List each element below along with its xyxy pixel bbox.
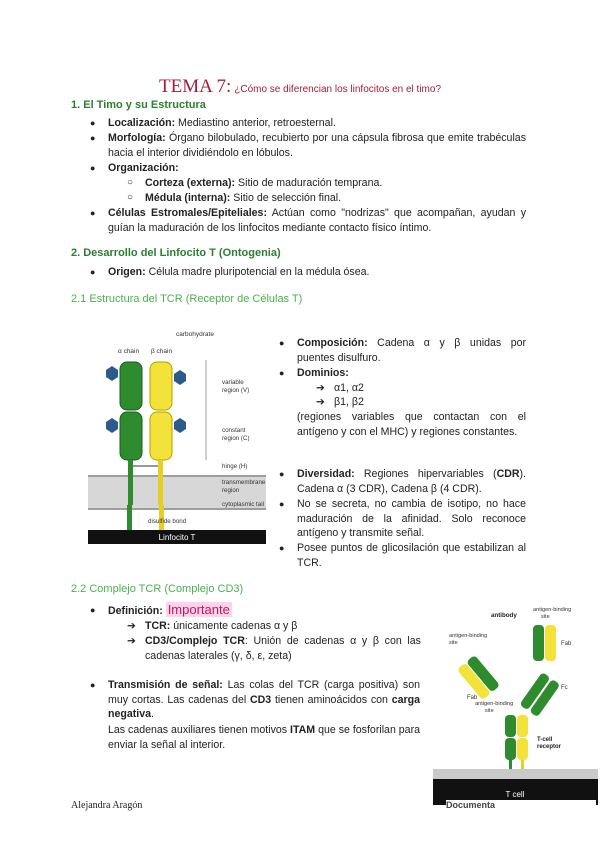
- label-tcr-receptor: receptor: [537, 744, 562, 750]
- label-variable-region: variable: [222, 379, 244, 386]
- label-transmembrane: transmembrane: [222, 479, 266, 486]
- list-item-organizacion: ● Organización:: [90, 162, 179, 174]
- sublist-item-corteza: ○ Corteza (externa): Sitio de maduración temprana.: [127, 177, 383, 189]
- label-antigen-site-left: antigen-binding: [449, 633, 488, 639]
- label-fab-left: Fab: [467, 695, 478, 701]
- dominio-alpha: ➔ α1, α2: [316, 382, 364, 394]
- list-item-definicion: ● Definición: Importante: [90, 602, 230, 617]
- svg-text:region: region: [222, 487, 240, 494]
- tcr-alpha-c: [505, 738, 516, 760]
- tcr-beta-c: [517, 738, 528, 760]
- label-tcr: T-cell: [537, 737, 553, 743]
- tcr-beta-v: [517, 715, 528, 737]
- label-fab-right: Fab: [561, 641, 572, 647]
- label-antibody: antibody: [491, 612, 517, 619]
- svg-text:region (V): region (V): [222, 387, 250, 394]
- list-item-transmision: ● Transmisión de señal: Las colas del TCR (carga positiva) son muy cortas. Las cadenas del CD3 tienen aminoácidos con carga negativa.: [90, 679, 420, 721]
- alpha-constant-domain: [120, 412, 142, 460]
- definicion-tcr: ➔ TCR: únicamente cadenas α y β: [127, 620, 298, 632]
- section-2-2-heading: 2.2 Complejo TCR (Complejo CD3): [71, 583, 244, 595]
- figure-caption: Linfocito T: [158, 533, 196, 542]
- list-item-morfologia: ● Morfología: Órgano bilobulado, recubierto por una cápsula fibrosa que emite trabéculas hacia el interior dividiéndolo en lóbulos.: [90, 132, 526, 159]
- page-title: [0, 76, 600, 98]
- section-1-heading: 1. El Timo y su Estructura: [71, 99, 206, 111]
- list-item-diversidad: ● Diversidad: Regiones hipervariables (CDR). Cadena α (3 CDR), Cadena β (4 CDR).: [279, 468, 526, 495]
- list-item-no-secreta: ● No se secreta, no cambia de isotipo, no hace maduración de la afinidad. Solo reconoce antígeno y transmite señal.: [279, 498, 526, 540]
- title-tema: TEMA 7:: [158, 76, 232, 97]
- fab-right-heavy: [533, 625, 544, 661]
- svg-text:region (C): region (C): [222, 435, 250, 442]
- label-hinge: hinge (H): [222, 463, 248, 470]
- beta-stem: [158, 460, 163, 505]
- definicion-cd3: ➔ CD3/Complejo TCR: Unión de cadenas α y β con las cadenas laterales (γ, δ, ε, zeta): [127, 635, 421, 662]
- section-2-heading: 2. Desarrollo del Linfocito T (Ontogenia): [71, 247, 281, 259]
- label-antigen-site-right: antigen-binding: [533, 607, 572, 613]
- tcell-caption: T cell: [505, 790, 525, 799]
- list-item-localizacion: ● Localización: Mediastino anterior, retroesternal.: [90, 117, 336, 129]
- footer-right: Documenta: [446, 800, 596, 810]
- footer-author: Alejandra Aragón: [71, 800, 143, 811]
- list-item-celulas-estromales: ● Células Estromales/Epiteliales: Actúan como "nodrizas" que acompañan, ayudan y guían la maduración de los linfocitos mediante contacto físico íntimo.: [90, 207, 526, 234]
- label-fc: Fc: [561, 685, 568, 691]
- label-carbohydrate: carbohydrate: [176, 331, 214, 338]
- label-beta-chain: β chain: [151, 348, 173, 355]
- list-item-origen: ● Origen: Célula madre pluripotencial en la médula ósea.: [90, 266, 370, 278]
- title-question: ¿Cómo se diferencian los linfocitos en el timo?: [234, 84, 442, 95]
- alpha-variable-domain: [120, 362, 142, 410]
- fab-right-light: [545, 625, 556, 661]
- highlight-importante: Importante: [167, 602, 230, 617]
- beta-constant-domain: [150, 412, 172, 460]
- list-item-dominios: ● Dominios:: [279, 367, 349, 379]
- tcr-structure-figure: [88, 320, 266, 544]
- label-constant-region: constant: [222, 427, 246, 434]
- transmision-itam: Las cadenas auxiliares tienen motivos ITAM que se fosforilan para enviar la señal al interior.: [108, 724, 420, 751]
- label-tcr-antigen-site: antigen-binding: [475, 701, 514, 707]
- tcell-membrane: [433, 769, 598, 779]
- dominio-beta: ➔ β1, β2: [316, 396, 364, 408]
- alpha-stem: [128, 460, 133, 505]
- sublist-item-medula: ○ Médula (interna): Sitio de selección final.: [127, 192, 342, 204]
- dominios-note: (regiones variables que contactan con el antígeno y con el MHC) y regiones constantes.: [297, 411, 526, 438]
- svg-text:site: site: [485, 708, 494, 714]
- tcr-alpha-v: [505, 715, 516, 737]
- label-disulfide-bond: disulfide bond: [148, 518, 187, 525]
- list-item-composicion: ● Composición: Cadena α y β unidas por puentes disulfuro.: [279, 337, 526, 364]
- list-item-glicosilacion: ● Posee puntos de glicosilación que estabilizan al TCR.: [279, 542, 526, 569]
- label-cytoplasmic-tail: cytoplasmic tail: [222, 501, 264, 508]
- svg-text:site: site: [541, 614, 550, 620]
- section-2-1-heading: 2.1 Estructura del TCR (Receptor de Células T): [71, 293, 303, 305]
- antibody-tcr-figure: [433, 601, 598, 805]
- label-alpha-chain: α chain: [118, 348, 140, 355]
- svg-text:site: site: [449, 640, 458, 646]
- beta-variable-domain: [150, 362, 172, 410]
